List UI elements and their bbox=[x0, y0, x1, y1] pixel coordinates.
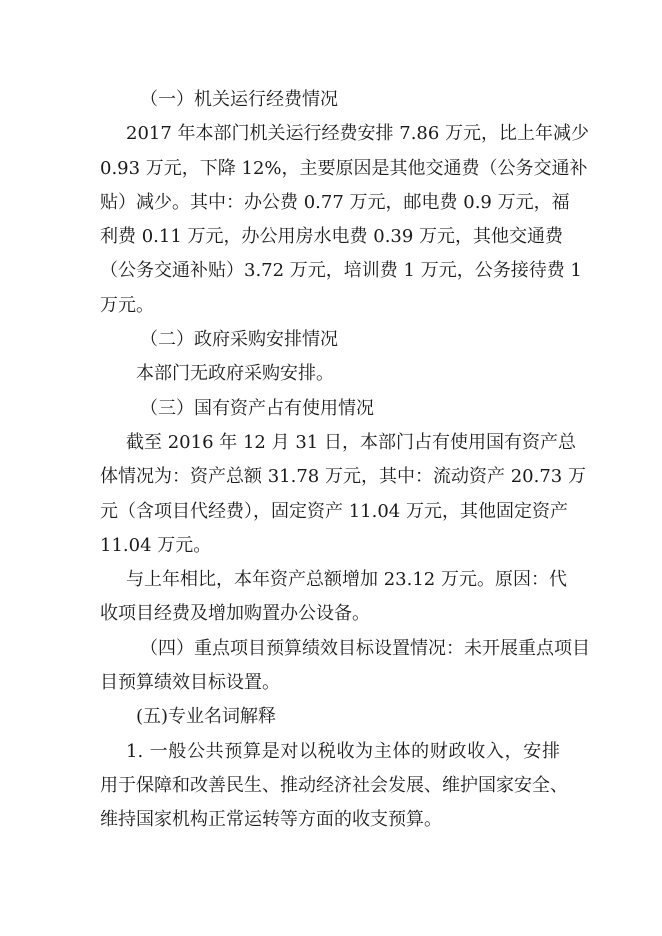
heading-performance-targets: （四）重点项目预算绩效目标设置情况：未开展重点项目 bbox=[140, 637, 590, 659]
paragraph-line: 维持国家机构正常运转等方面的收支预算。 bbox=[100, 809, 442, 831]
paragraph-line: 本部门无政府采购安排。 bbox=[136, 363, 334, 385]
heading-government-procurement: （二）政府采购安排情况 bbox=[140, 329, 338, 351]
paragraph-line: 体情况为：资产总额 31.78 万元，其中：流动资产 20.73 万 bbox=[100, 466, 586, 488]
paragraph-line: 目预算绩效目标设置。 bbox=[100, 672, 280, 694]
paragraph-line: 与上年相比，本年资产总额增加 23.12 万元。原因：代 bbox=[126, 569, 567, 591]
paragraph-line: 收项目经费及增加购置办公设备。 bbox=[100, 603, 370, 625]
paragraph-line: （公务交通补贴）3.72 万元，培训费 1 万元，公务接待费 1 bbox=[100, 260, 582, 282]
paragraph-line: 用于保障和改善民生、推动经济社会发展、维护国家安全、 bbox=[100, 774, 568, 796]
paragraph-line: 2017 年本部门机关运行经费安排 7.86 万元，比上年减少 bbox=[126, 123, 590, 145]
heading-terminology: (五)专业名词解释 bbox=[136, 706, 277, 728]
heading-operating-expenses: （一）机关运行经费情况 bbox=[140, 89, 338, 110]
paragraph-line: 利费 0.11 万元，办公用房水电费 0.39 万元，其他交通费 bbox=[100, 226, 564, 248]
heading-state-assets: （三）国有资产占有使用情况 bbox=[140, 397, 374, 419]
paragraph-line: 截至 2016 年 12 月 31 日，本部门占有使用国有资产总 bbox=[126, 431, 576, 453]
paragraph-line: 贴）减少。其中：办公费 0.77 万元，邮电费 0.9 万元，福 bbox=[100, 191, 570, 213]
paragraph-line: 0.93 万元，下降 12%，主要原因是其他交通费（公务交通补 bbox=[100, 157, 588, 179]
paragraph-line: 万元。 bbox=[100, 294, 154, 316]
paragraph-line: 1. 一般公共预算是对以税收为主体的财政收入，安排 bbox=[126, 740, 560, 762]
paragraph-line: 元（含项目代经费），固定资产 11.04 万元，其他固定资产 bbox=[100, 500, 568, 522]
document-page bbox=[100, 83, 590, 838]
paragraph-line: 11.04 万元。 bbox=[100, 534, 212, 556]
